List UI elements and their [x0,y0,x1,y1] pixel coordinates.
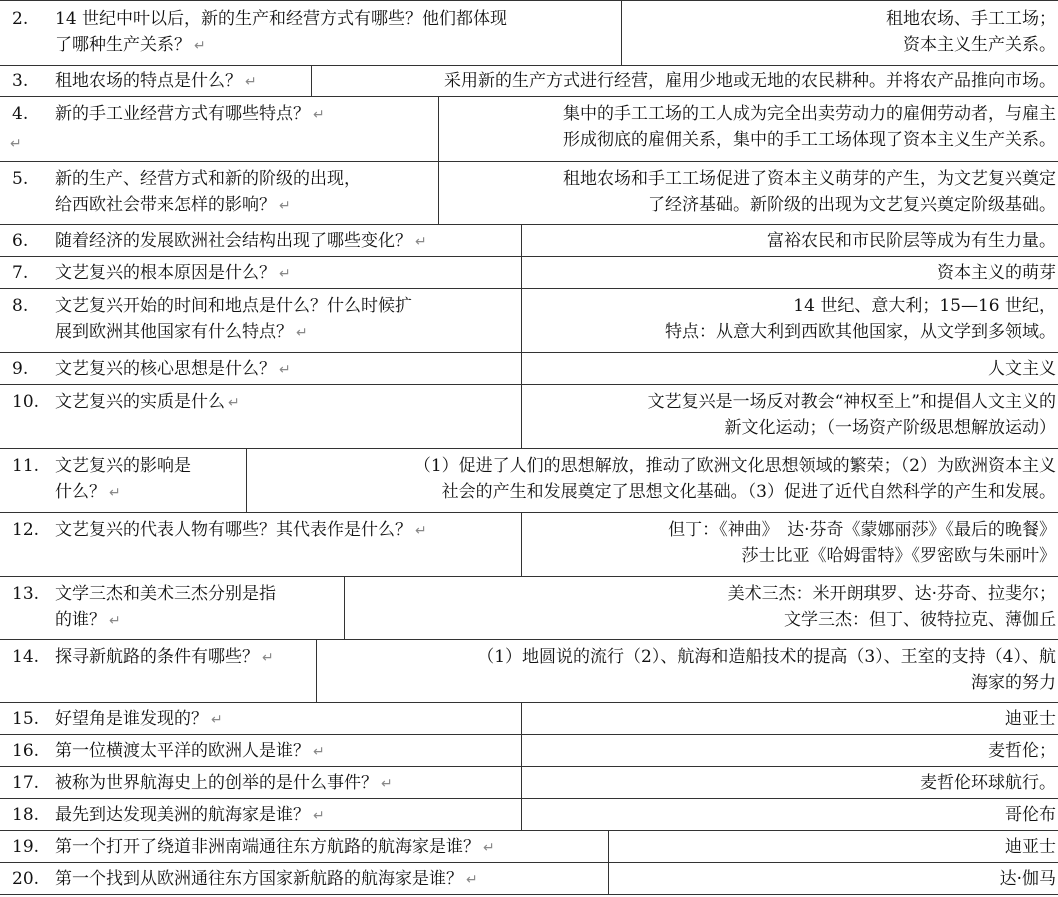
cell-divider [521,225,522,256]
answer-line: 资本主义生产关系。 [903,35,1056,55]
answer-line: 14 世纪、意大利；15—16 世纪， [793,296,1056,316]
answer-cell [668,517,1056,569]
answer-line: 租地农场和手工工场促进了资本主义萌芽的产生，为文艺复兴奠定 [563,169,1056,189]
answer-cell [477,644,1056,696]
answer-cell [988,738,1056,764]
row-number: 5. [12,169,29,189]
question-line: 第一个找到从欧洲通往东方国家新航路的航海家是谁？ [55,869,463,889]
table-row [0,640,1058,703]
answer-cell [728,581,1056,633]
row-number: 13. [12,584,40,604]
question-cell [55,260,291,287]
cell-divider [344,577,345,639]
question-line: 文艺复兴的根本原因是什么？ [55,263,276,283]
paragraph-mark-icon: ↵ [313,808,325,824]
question-cell [55,834,495,861]
paragraph-mark-icon: ↵ [245,74,257,90]
question-cell [55,738,325,765]
question-line: 文艺复兴的影响是 [55,456,191,476]
row-number: 17. [12,773,40,793]
paragraph-mark-icon: ↵ [109,485,121,501]
row-number: 3. [12,71,29,91]
table-row [0,65,1058,97]
answer-line: 采用新的生产方式进行经营，雇用少地或无地的农民耕种。并将农产品推向市场。 [444,71,1056,91]
cell-divider [521,735,522,766]
question-line: 的谁？ [55,610,106,630]
cell-divider [521,353,522,384]
answer-line: 哥伦布 [1005,805,1056,825]
paragraph-mark-icon: ↵ [262,650,274,666]
answer-line: 了经济基础。新阶级的出现为文艺复兴奠定阶级基础。 [648,195,1056,215]
cell-divider [521,703,522,734]
row-number: 12. [12,520,40,540]
question-line: 探寻新航路的条件有哪些？ [55,647,259,667]
answer-line: 但丁：《神曲》 达·芬奇《蒙娜丽莎》《最后的晚餐》 [668,520,1056,540]
paragraph-mark-icon: ↵ [381,776,393,792]
question-line: 新的手工业经营方式有哪些特点？ [55,104,310,124]
row-number: 7. [12,263,29,283]
table-row [0,513,1058,577]
paragraph-mark-icon: ↵ [466,872,478,888]
answer-line: 租地农场、手工工场； [886,9,1056,29]
cell-divider [438,97,439,161]
paragraph-mark-icon: ↵ [279,266,291,282]
table-row [0,799,1058,831]
paragraph-mark-icon: ↵ [228,395,240,411]
answer-line: 达·伽马 [999,869,1056,889]
paragraph-mark-icon: ↵ [313,744,325,760]
row-number: 16. [12,741,40,761]
row-number: 19. [12,837,40,857]
answer-cell [1005,834,1056,860]
answer-line: 社会的产生和发展奠定了思想文化基础。（3）促进了近代自然科学的产生和发展。 [441,482,1056,502]
answer-line: 麦哲伦环球航行。 [920,773,1056,793]
cell-divider [438,162,439,224]
question-cell [55,166,361,219]
question-line: 了哪种生产关系？ [55,35,191,55]
question-line: 好望角是谁发现的？ [55,709,208,729]
answer-line: 海家的努力 [971,673,1056,693]
answer-line: 新文化运动；（一场资产阶级思想解放运动） [724,418,1056,438]
answer-line: 形成彻底的雇佣关系，集中的手工工场体现了资本主义生产关系。 [563,130,1056,150]
cell-divider [316,640,317,702]
paragraph-mark-icon: ↵ [279,362,291,378]
row-number: 15. [12,709,40,729]
answer-cell [937,260,1056,286]
question-line: 文艺复兴的代表人物有哪些？其代表作是什么？ [55,520,412,540]
question-line: 随着经济的发展欧洲社会结构出现了哪些变化？ [55,231,412,251]
table-row [0,863,1058,895]
answer-line: 资本主义的萌芽 [937,263,1056,283]
paragraph-mark-icon: ↵ [10,136,22,152]
cell-divider [311,65,312,96]
row-number: 9. [12,359,29,379]
table-row [0,353,1058,385]
question-cell [55,453,191,506]
table-row [0,0,1058,66]
row-number: 20. [12,869,40,889]
paragraph-mark-icon: ↵ [483,840,495,856]
question-cell [55,293,412,346]
paragraph-mark-icon: ↵ [313,107,325,123]
row-number: 2. [12,9,29,29]
answer-cell [1005,706,1056,732]
question-cell [55,356,291,383]
paragraph-mark-icon: ↵ [211,712,223,728]
table-row [0,449,1058,513]
cell-divider [608,831,609,862]
cell-divider [521,257,522,288]
row-number: 8. [12,296,29,316]
table-row [0,97,1058,162]
question-line: 租地农场的特点是什么？ [55,71,242,91]
question-cell [55,581,276,634]
answer-line: 美术三杰：米开朗琪罗、达·芬奇、拉斐尔； [727,584,1056,604]
question-cell [55,866,478,893]
answer-line: 文学三杰：但丁、彼特拉克、薄伽丘 [784,610,1056,630]
question-line: 文艺复兴的核心思想是什么？ [55,359,276,379]
paragraph-mark-icon: ↵ [296,325,308,341]
row-number: 14. [12,647,40,667]
row-number: 6. [12,231,29,251]
question-line: 文艺复兴开始的时间和地点是什么？什么时候扩 [55,296,412,316]
answer-line: （1）地圆说的流行（2）、航海和造船技术的提高（3）、王室的支持（4）、航 [477,647,1056,667]
table-row [0,767,1058,799]
answer-cell [886,6,1056,58]
question-line: 文学三杰和美术三杰分别是指 [55,584,276,604]
question-line: 第一个打开了绕道非洲南端通往东方航路的航海家是谁？ [55,837,480,857]
question-line: 最先到达发现美洲的航海家是谁？ [55,805,310,825]
answer-cell [767,228,1056,254]
answer-cell [1000,866,1056,892]
table-row [0,703,1058,735]
answer-line: 麦哲伦； [988,741,1056,761]
row-number: 10. [12,392,40,412]
answer-line: 人文主义 [988,359,1056,379]
table-row [0,257,1058,289]
question-line: 14 世纪中叶以后，新的生产和经营方式有哪些？他们都体现 [55,9,508,29]
question-cell [55,706,223,733]
table-row [0,831,1058,863]
question-line: 什么？ [55,482,106,502]
table-row [0,162,1058,225]
table-row [0,225,1058,257]
question-line: 第一位横渡太平洋的欧洲人是谁？ [55,741,310,761]
answer-line: 迪亚士 [1005,709,1056,729]
answer-cell [665,293,1056,345]
cell-divider [621,1,622,65]
question-cell [55,228,427,255]
answer-line: 特点：从意大利到西欧其他国家，从文学到多领域。 [665,322,1056,342]
answer-line: 富裕农民和市民阶层等成为有生力量。 [767,231,1056,251]
answer-cell [1005,802,1056,828]
cell-divider [608,863,609,894]
table-row [0,735,1058,767]
question-cell [55,770,393,797]
answer-cell [563,101,1056,153]
question-line: 文艺复兴的实质是什么 [55,392,225,412]
answer-line: 莎士比亚《哈姆雷特》《罗密欧与朱丽叶》 [741,546,1056,566]
cell-divider [521,513,522,576]
paragraph-mark-icon: ↵ [415,234,427,250]
row-number: 4. [12,104,29,124]
table-row [0,289,1058,353]
paragraph-mark-icon: ↵ [279,198,291,214]
question-cell [55,101,325,128]
paragraph-mark-icon: ↵ [415,523,427,539]
answer-line: 集中的手工工场的工人成为完全出卖劳动力的雇佣劳动者，与雇主 [563,104,1056,124]
cell-divider [521,767,522,798]
question-line: 新的生产、经营方式和新的阶级的出现， [55,169,361,189]
question-cell [55,802,325,829]
paragraph-mark-icon: ↵ [109,613,121,629]
answer-cell [414,453,1056,505]
question-cell [55,68,257,95]
answer-cell [920,770,1056,796]
cell-divider [521,799,522,830]
cell-divider [521,289,522,352]
question-cell [55,644,274,671]
answer-cell [648,389,1056,441]
row-number: 11. [12,456,40,476]
cell-divider [246,449,247,512]
table-row [0,385,1058,449]
answer-line: 文艺复兴是一场反对教会“神权至上”和提倡人文主义的 [647,392,1056,412]
cell-divider [521,385,522,448]
question-line: 给西欧社会带来怎样的影响？ [55,195,276,215]
question-line: 展到欧洲其他国家有什么特点？ [55,322,293,342]
question-cell [55,517,427,544]
answer-cell [444,68,1056,94]
question-cell [55,389,240,416]
question-line: 被称为世界航海史上的创举的是什么事件？ [55,773,378,793]
table-row [0,577,1058,640]
answer-cell [563,166,1056,218]
question-cell [55,6,507,59]
answer-line: （1）促进了人们的思想解放，推动了欧洲文化思想领域的繁荣；（2）为欧洲资本主义 [413,456,1056,476]
paragraph-mark-icon: ↵ [194,38,206,54]
answer-line: 迪亚士 [1005,837,1056,857]
answer-cell [988,356,1056,382]
row-number: 18. [12,805,40,825]
